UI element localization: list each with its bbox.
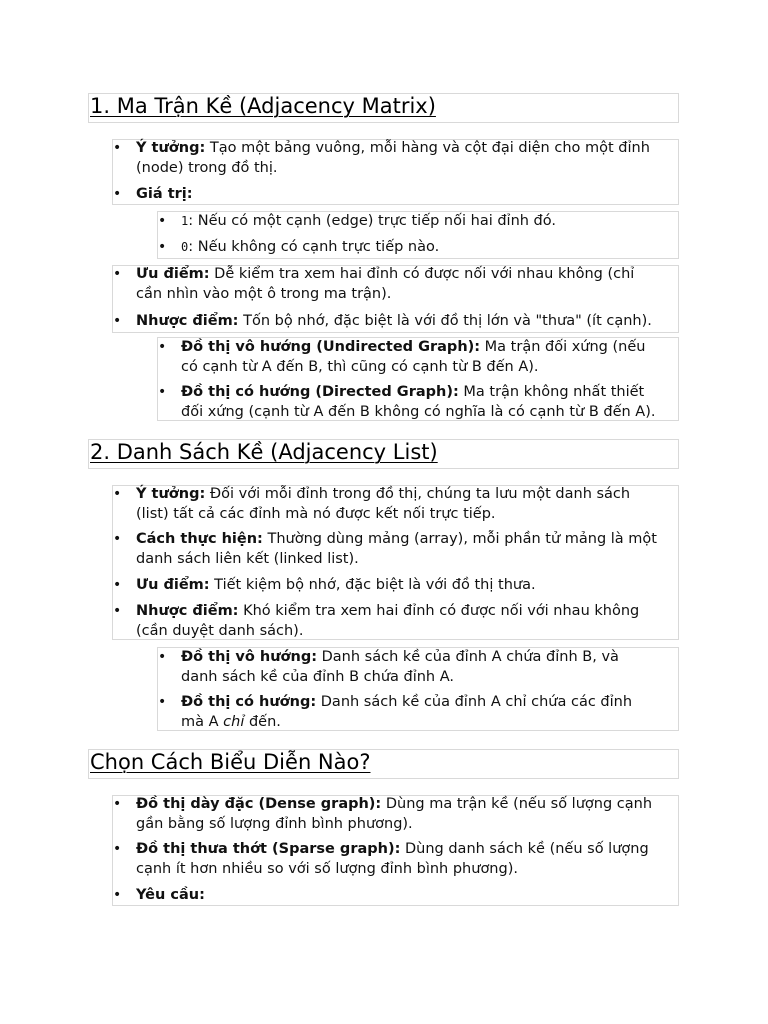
bullet-icon: •	[158, 384, 167, 400]
item-text-italic: chỉ	[223, 713, 245, 730]
sublist-item-zero	[158, 238, 681, 258]
item-text: Ma trận đối xứng (nếu có cạnh từ A đến B, thì cũng có cạnh từ B đến A).	[181, 339, 646, 375]
bullet-icon: •	[158, 213, 167, 229]
item-label: Ý tưởng:	[136, 486, 206, 502]
list-item-cons	[113, 602, 681, 641]
item-label: Ưu điểm:	[136, 266, 210, 282]
code-value: 0	[181, 240, 189, 254]
item-text: Tiết kiệm bộ nhớ, đặc biệt là với đồ thị thưa.	[209, 577, 536, 593]
item-text: Tạo một bảng vuông, mỗi hàng và cột đại diện cho một đỉnh (node) trong đồ thị.	[136, 140, 650, 176]
bullet-icon: •	[113, 841, 122, 857]
item-text: Dùng danh sách kề (nếu số lượng cạnh ít hơn nhiều so với số lượng đỉnh bình phương).	[136, 841, 649, 877]
list-item-requirements	[113, 886, 681, 906]
item-label: Giá trị:	[136, 186, 193, 202]
list-item-pros	[113, 265, 681, 304]
item-label: Đồ thị vô hướng (Undirected Graph):	[181, 339, 481, 355]
sublist-item-undirected	[158, 338, 681, 377]
bullet-icon: •	[158, 339, 167, 355]
code-value: 1	[181, 214, 189, 228]
list-item-values	[113, 185, 681, 205]
item-label: Yêu cầu:	[136, 887, 205, 903]
bullet-icon: •	[113, 531, 122, 547]
item-text: đến.	[244, 713, 281, 730]
heading-text: Chọn Cách Biểu Diễn Nào?	[90, 750, 371, 774]
sublist-item-directed	[158, 693, 681, 732]
sublist-item-one	[158, 212, 681, 232]
bullet-icon: •	[113, 577, 122, 593]
item-text: Dễ kiểm tra xem hai đỉnh có được nối với nhau không (chỉ cần nhìn vào một ô trong ma trận).	[136, 266, 635, 302]
bullet-icon: •	[113, 796, 122, 812]
item-text: Đối với mỗi đỉnh trong đồ thị, chúng ta lưu một danh sách (list) tất cả các đỉnh mà nó được kết nối trực tiếp.	[136, 486, 631, 522]
item-text: Danh sách kề của đỉnh A chứa đỉnh B, và danh sách kề của đỉnh B chứa đỉnh A.	[181, 649, 619, 685]
heading-text: 1. Ma Trận Kề (Adjacency Matrix)	[90, 94, 436, 118]
list-item-dense-graph	[113, 795, 681, 834]
section-heading-adjacency-matrix	[90, 92, 436, 120]
bullet-icon: •	[158, 694, 167, 710]
bullet-icon: •	[113, 486, 122, 502]
item-label: Cách thực hiện:	[136, 531, 263, 547]
item-label: Ưu điểm:	[136, 577, 210, 593]
sublist-item-undirected	[158, 648, 681, 687]
section-heading-choose-representation	[90, 748, 371, 776]
bullet-icon: •	[113, 313, 122, 329]
item-text: Danh sách kề của đỉnh A chỉ chứa các đỉnh mà A	[181, 694, 633, 730]
bullet-icon: •	[113, 603, 122, 619]
item-text: Khó kiểm tra xem hai đỉnh có được nối với nhau không (cần duyệt danh sách).	[136, 603, 640, 639]
bullet-icon: •	[113, 887, 122, 903]
bullet-icon: •	[113, 266, 122, 282]
bullet-icon: •	[113, 186, 122, 202]
list-item-implementation	[113, 530, 681, 569]
item-label: Đồ thị có hướng (Directed Graph):	[181, 384, 459, 400]
item-label: Đồ thị thưa thớt (Sparse graph):	[136, 841, 401, 857]
item-text: Tốn bộ nhớ, đặc biệt là với đồ thị lớn và "thưa" (ít cạnh).	[238, 313, 652, 329]
item-text: Thường dùng mảng (array), mỗi phần tử mảng là một danh sách liên kết (linked list).	[136, 531, 657, 567]
bullet-icon: •	[113, 140, 122, 156]
item-label: Đồ thị dày đặc (Dense graph):	[136, 796, 382, 812]
list-item-sparse-graph	[113, 840, 681, 879]
item-text: : Nếu có một cạnh (edge) trực tiếp nối hai đỉnh đó.	[188, 213, 556, 229]
bullet-icon: •	[158, 649, 167, 665]
sublist-item-directed	[158, 383, 681, 422]
item-text: Dùng ma trận kề (nếu số lượng cạnh gần bằng số lượng đỉnh bình phương).	[136, 796, 653, 832]
item-label: Đồ thị vô hướng:	[181, 649, 318, 665]
item-text: Ma trận không nhất thiết đối xứng (cạnh từ A đến B không có nghĩa là có cạnh từ B đến A).	[181, 384, 656, 420]
heading-text: 2. Danh Sách Kề (Adjacency List)	[90, 440, 438, 464]
item-label: Nhược điểm:	[136, 603, 239, 619]
list-item-idea	[113, 139, 681, 178]
list-item-cons	[113, 312, 681, 332]
section-heading-adjacency-list	[90, 438, 438, 466]
bullet-icon: •	[158, 239, 167, 255]
item-text: : Nếu không có cạnh trực tiếp nào.	[188, 239, 440, 255]
item-label: Nhược điểm:	[136, 313, 239, 329]
list-item-pros	[113, 576, 681, 596]
item-label: Ý tưởng:	[136, 140, 206, 156]
list-item-idea	[113, 485, 681, 524]
item-label: Đồ thị có hướng:	[181, 694, 317, 710]
